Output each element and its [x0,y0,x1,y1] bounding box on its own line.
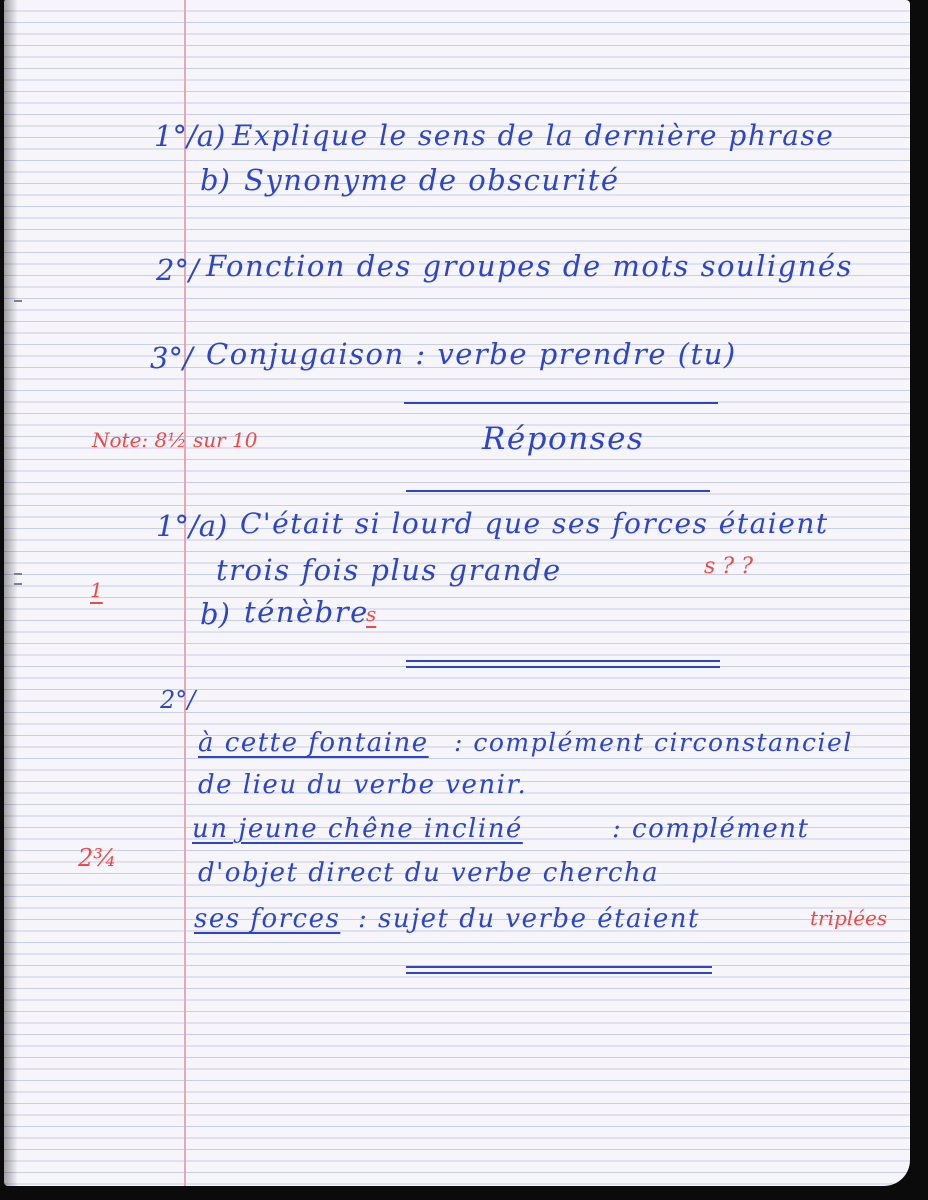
margin-line [184,0,186,1186]
answer-2-number: 2°/ [160,686,196,714]
answer-2-line2: de lieu du verbe venir. [198,770,528,800]
correction-triplees: triplées [810,906,888,930]
answer-2-line5-subject: ses forces [194,904,341,934]
answer-2-line3-subject: un jeune chêne incliné [192,814,523,844]
question-1b-text: Synonyme de obscurité [244,163,620,197]
separator-rule [404,402,718,404]
binding-shadow [4,0,18,1186]
answer-1a-line1: C'était si lourd que ses forces étaient [240,507,829,540]
correction-mark: s ? ? [704,554,753,579]
answer-1b-text: ténèbre [244,595,369,629]
page-edge-mark [14,573,22,575]
question-1a-text: Explique le sens de la dernière phrase [232,119,835,152]
answer-1a-line2: trois fois plus grande [216,553,562,587]
double-separator-rule [406,660,720,668]
page-edge-mark [14,300,22,302]
score-2: 2¾ [78,844,117,872]
answer-2-line1-rest: : complément circonstanciel [454,728,853,757]
separator-rule [406,490,710,492]
question-3-text: Conjugaison : verbe prendre (tu) [206,337,737,371]
question-1a-number: 1°/a) [154,119,226,153]
page-edge-mark [14,583,22,585]
question-2-number: 2°/ [156,253,199,287]
answer-2-line3-rest: : complément [612,814,810,844]
answer-1a-number: 1°/a) [156,509,228,543]
grade-note: Note: 8½ sur 10 [92,428,258,452]
question-2-text: Fonction des groupes de mots soulignés [206,249,853,283]
answer-2-line5-rest: : sujet du verbe étaient [358,904,700,934]
question-1b-number: b) [200,163,230,197]
answer-2-line1-subject: à cette fontaine [198,728,429,758]
double-separator-rule [406,966,712,974]
answer-2-line4: d'objet direct du verbe chercha [198,858,660,888]
notebook-page [4,0,910,1186]
answer-1b-number: b) [200,597,230,631]
correction-s: s [366,602,377,626]
reponses-title: Réponses [482,421,645,457]
question-3-number: 3°/ [150,341,193,375]
score-1: 1 [90,578,103,602]
